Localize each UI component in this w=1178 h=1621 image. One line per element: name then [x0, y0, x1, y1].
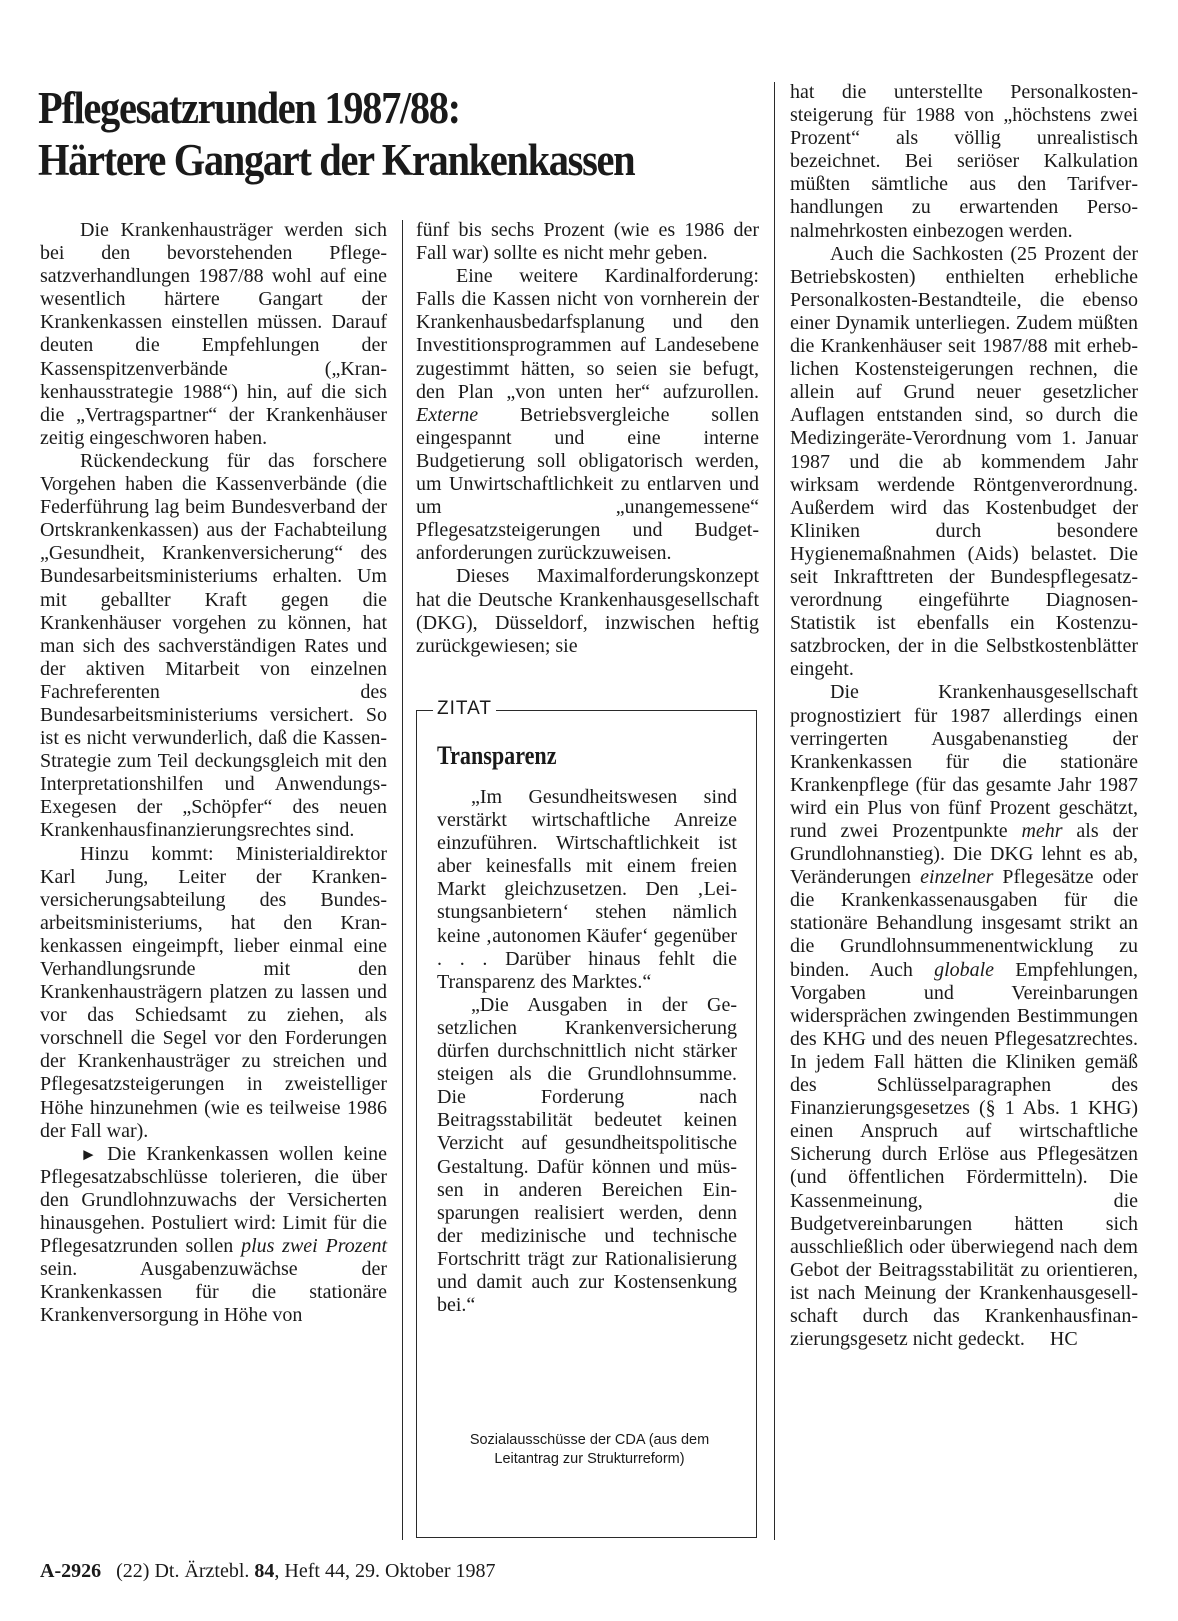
page-code: A-2926: [40, 1560, 102, 1582]
paragraph: Die Krankenhausgesellschaft prognostiziert für 1987 allerdings einen verringerten Ausgabenanstieg der Krankenkassen für die stationäre Krankenpflege (für das gesamte Jahr 1987 wird ein Plus von fünf Prozent geschätzt, rund zwei Prozentpunkte mehr als der Grundlohnanstieg). Die DKG lehnt es ab, Veränderungen einzelner Pflegesätze oder die Krankenkassenausgaben für die stationäre Behandlung insgesamt strikt an die Grundlohnsummenentwicklung zu binden. Auch globale Empfehlungen, Vorgaben und Vereinbarungen widersprächen zwingenden Bestimmungen des KHG und des neuen Pflegesatzrechtes. In jedem Fall hätten die Kliniken gemäß des Schlüsselparagraphen des Finanzierungsgesetzes (§ 1 Abs. 1 KHG) einen Anspruch auf wirtschaftliche Sicherung durch Erlöse aus Pflegesätzen (und öffentlichen Fördermitteln). Die Kassenmeinung, die Budgetvereinbarungen hätten sich ausschließlich oder überwiegend nach dem Gebot der Beitragsstabilität zu orientieren, ist nach Meinung der Krankenhausgesellschaft durch das Krankenhausfinanzierungsgesetz nicht gedeckt. HC: [790, 681, 1139, 1351]
article-column-1: [40, 219, 387, 1328]
arrow-bullet-icon: ►: [80, 1144, 97, 1164]
quote-text: [437, 786, 737, 1317]
paragraph: Die Krankenhausträger werden sich bei den bevorstehenden Pflegesatzverhandlungen 1987/88 wohl auf eine wesentlich härtere Gangart der Krankenkassen einstellen müssen. Darauf deuten die Empfehlungen der Kassenspitzenverbände („Krankenhausstrategie 1988“) hin, auf die sich die „Vertragspartner“ der Krankenhäuser zeitig eingeschworen haben.: [40, 219, 387, 449]
paragraph: fünf bis sechs Prozent (wie es 1986 der Fall war) sollte es nicht mehr geben.: [416, 219, 759, 265]
issue-date: , Heft 44, 29. Oktober 1987: [274, 1560, 496, 1582]
column-divider-2: [774, 82, 775, 1540]
quote-paragraph: „Im Gesundheitswesen sind verstärkt wirtschaftliche Anreize einzuführen. Wirtschaftlichkeit ist aber keinesfalls mit einem freien Markt gleichzusetzen. Den ‚Leistungsanbietern‘ stehen nämlich keine ‚autonomen Käufer‘ gegenüber . . . Darüber hinaus fehlt die Transparenz des Marktes.“: [437, 786, 737, 993]
page-title: [38, 82, 686, 186]
paragraph: Eine weitere Kardinalforderung: Falls die Kassen nicht von vornherein der Krankenhausbedarfsplanung und den Investitionsprogrammen auf Landesebene zugestimmt hätten, so seien sie befugt, den Plan „von unten her“ aufzurollen. Externe Betriebsvergleiche sollen eingespannt und eine interne Budgetierung soll obligatorisch werden, um Unwirtschaftlichkeit zu entlarven und um „unangemessene“ Pflegesatzsteigerungen und Budgetanforderungen zurückzuweisen.: [416, 265, 759, 565]
journal-name: Dt. Ärztebl.: [154, 1560, 250, 1582]
paragraph: Rückendeckung für das forschere Vorgehen haben die Kassenverbände (die Federführung lag beim Bundesverband der Ortskrankenkassen) aus der Fachabteilung „Gesundheit, Krankenversicherung“ des Bundesarbeitsministeriums erhalten. Um mit geballter Kraft gegen die Krankenhäuser vorgehen zu können, hat man sich des sachverständigen Rates und der aktiven Mitarbeit von einzelnen Fachreferenten des Bundesarbeitsministeriums versichert. So ist es nicht verwunderlich, daß die Kassen-Strategie zum Teil deckungsgleich mit den Interpretationshilfen und Anwendungs-Exegesen der „Schöpfer“ des neuen Krankenhausfinanzierungsrechtes sind.: [40, 449, 387, 842]
journal-volume: 84: [254, 1560, 275, 1582]
quote-source: Sozialausschüsse der CDA (aus dem Leitantrag zur Strukturreform): [469, 1432, 710, 1467]
paragraph: Dieses Maximalforderungskonzept hat die Deutsche Krankenhausgesellschaft (DKG), Düsseldorf, inzwischen heftig zurückgewiesen; sie: [416, 565, 759, 657]
quote-paragraph: „Die Ausgaben in der Gesetzlichen Krankenversicherung dürfen durchschnittlich nicht stärker steigen als die Grundlohnsumme. Die Forderung nach Beitragsstabilität bedeutet keinen Verzicht auf gesundheitspolitische Gestaltung. Dafür können und müssen in anderen Bereichen Einsparungen realisiert werden, denn der medizinische und technische Fortschritt trägt zur Rationalisierung und damit auch zur Kostensenkung bei.“: [437, 993, 737, 1317]
article-column-2: [416, 219, 759, 658]
quote-label: ZITAT: [433, 698, 496, 720]
page-footer: [40, 1560, 496, 1583]
author-signature: HC: [1049, 1328, 1078, 1351]
paragraph: Hinzu kommt: Ministerialdirektor Karl Jung, Leiter der Krankenversicherungsabteilung des Bundesarbeitsministeriums, hat den Krankenkassen eingeimpft, lieber einmal eine Verhandlungsrunde mit den Krankenhausträgern platzen zu lassen und vor das Schiedsamt zu ziehen, als vorschnell die Segel vor den Forderungen der Krankenhausträger zu streichen und Pflegesatzsteigerungen in zweistelliger Höhe hinzunehmen (wie es teilweise 1986 der Fall war).: [40, 842, 387, 1142]
title-line-2: Härtere Gangart der Krankenkassen: [38, 135, 635, 185]
page-number: (22): [116, 1560, 150, 1582]
paragraph: Auch die Sachkosten (25 Prozent der Betriebskosten) enthielten erhebliche Personalkosten-Bestandteile, die ebenso einer Dynamik unterliegen. Zudem müßten die Krankenhäuser seit 1987/88 mit erheblichen Kostensteigerungen rechnen, die allein auf Grund neuer gesetzlicher Auflagen entstanden sind, so durch die Medizingeräte-Verordnung vom 1. Januar 1987 und die ab kommendem Jahr wirksam werdende Röntgenverordnung. Außerdem wird das Kostenbudget der Kliniken durch besondere Hygienemaßnahmen (Aids) belastet. Die seit Inkrafttreten der Bundespflegesatzverordnung eingeführte Diagnosen-Statistik ist ebenfalls ein Kostenzusatzbrocken, der in die Selbstkostenblätter eingeht.: [790, 242, 1138, 681]
paragraph: ► Die Krankenkassen wollen keine Pflegesatzabschlüsse tolerieren, die über den Grundlohnzuwachs der Versicherten hinausgehen. Postuliert wird: Limit für die Pflegesatzrunden sollen plus zwei Prozent sein. Ausgabenzuwächse der Krankenkassen für die stationäre Krankenversorgung in Höhe von: [40, 1142, 387, 1327]
paragraph: hat die unterstellte Personalkostensteigerung für 1988 von „höchstens zwei Prozent“ als völlig unrealistisch bezeichnet. Bei seriöser Kalkulation müßten sämtliche aus den Tarifverhandlungen zu erwartenden Personalmehrkosten einbezogen werden.: [790, 81, 1138, 242]
title-line-1: Pflegesatzrunden 1987/88:: [38, 83, 460, 133]
quote-box: [416, 698, 757, 1538]
column-divider-1: [402, 220, 403, 1540]
quote-heading: Transparenz: [437, 741, 557, 770]
article-column-3: [790, 81, 1138, 1351]
